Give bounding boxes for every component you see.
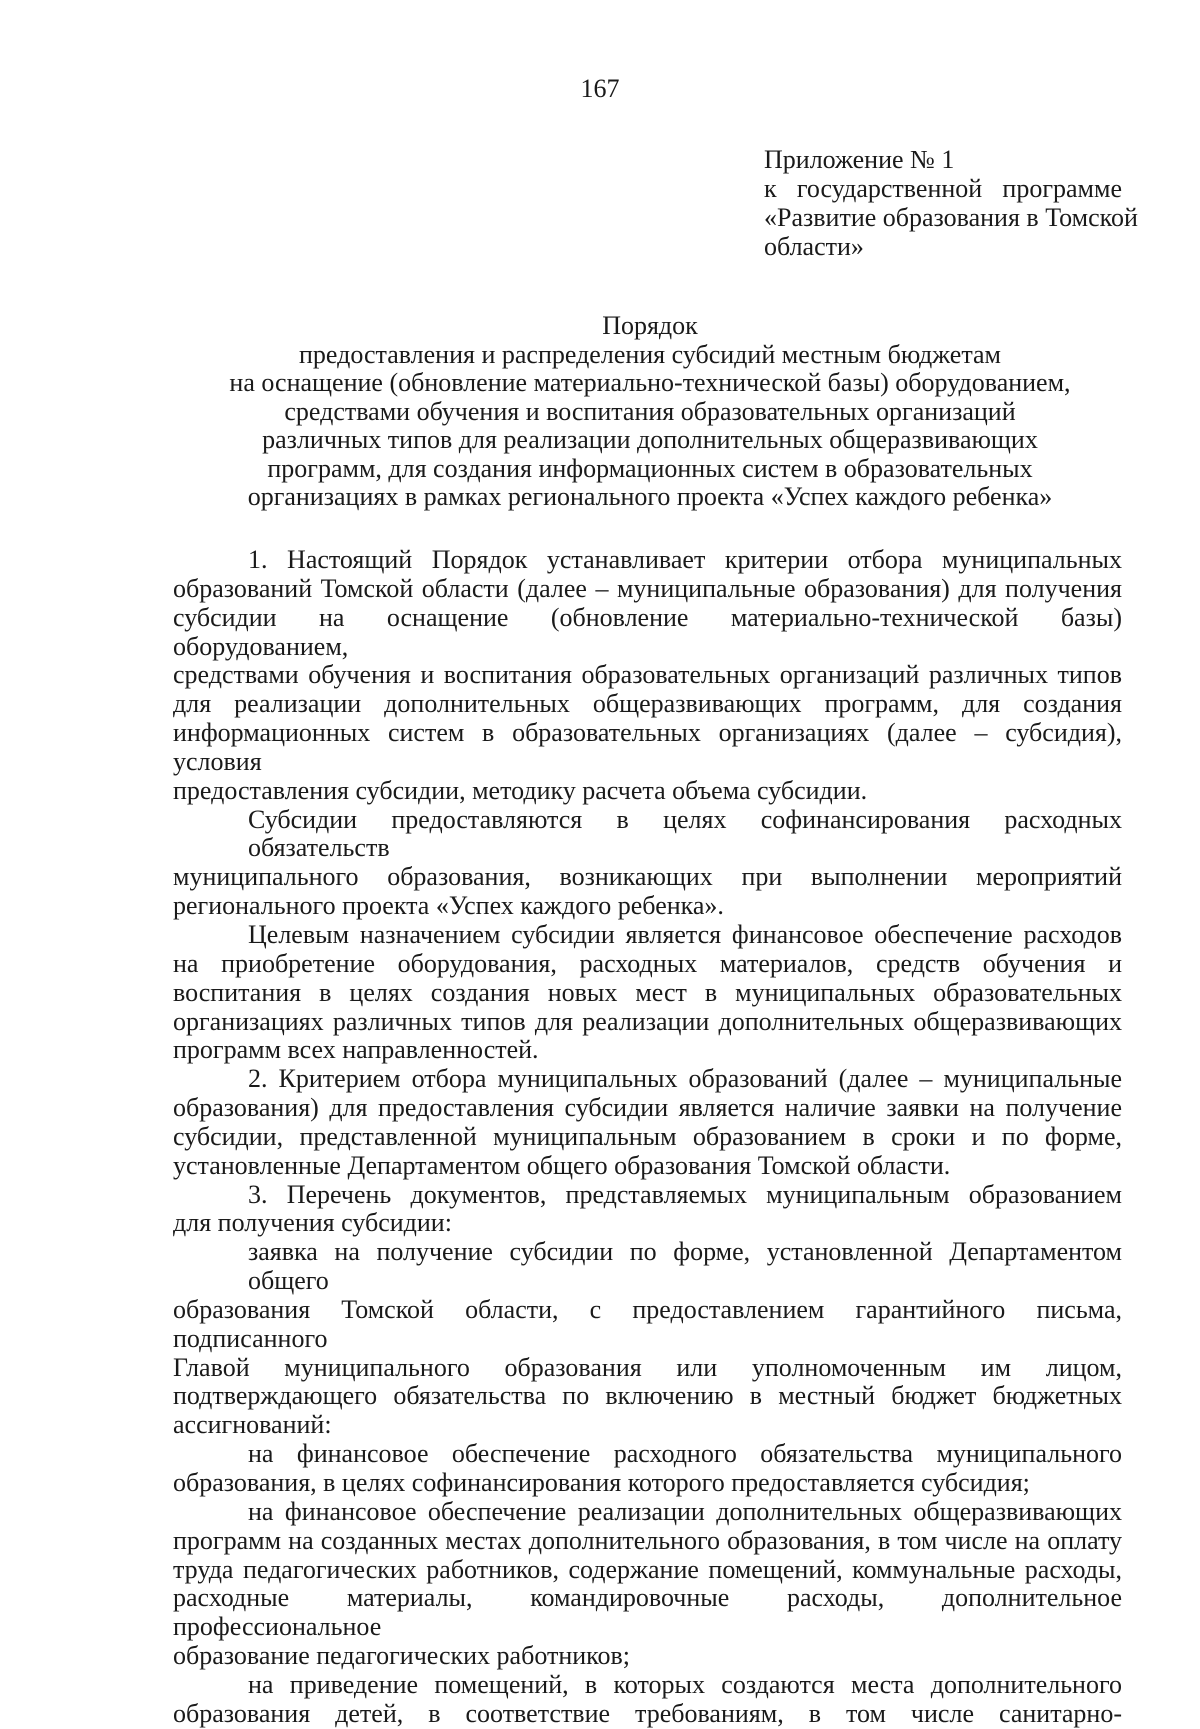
body-line: муниципального образования, возникающих при выполнении мероприятий (173, 862, 1122, 892)
body-line: 2. Критерием отбора муниципальных образований (далее – муниципальные (248, 1064, 1122, 1094)
body-line: образования Томской области, с предоставлением гарантийного письма, подписанного (173, 1294, 1122, 1353)
body-line: регионального проекта «Успех каждого ребенка». (173, 891, 724, 921)
body-line: субсидии на оснащение (обновление материально-технической базы) оборудованием, (173, 602, 1122, 661)
body-line: Главой муниципального образования или уполномоченным им лицом, (173, 1352, 1122, 1382)
body-line: ассигнований: (173, 1410, 332, 1440)
title-line: предоставления и распределения субсидий местным бюджетам (298, 339, 1002, 369)
body-line: заявка на получение субсидии по форме, установленной Департаментом общего (248, 1237, 1122, 1296)
document-title (0, 312, 1200, 512)
title-line: организациях в рамках регионального проекта «Успех каждого ребенка» (247, 482, 1053, 511)
body-line: образование педагогических работников; (173, 1641, 630, 1671)
body-line: субсидии, представленной муниципальным образованием в сроки и по форме, (173, 1121, 1122, 1151)
body-line: программ на созданных местах дополнительного образования, в том числе на оплату (173, 1525, 1122, 1555)
body-line: средствами обучения и воспитания образовательных организаций различных типов (173, 660, 1122, 690)
body-line: на приведение помещений, в которых создаются места дополнительного (248, 1669, 1122, 1699)
body-line: на приобретение оборудования, расходных материалов, средств обучения и (173, 948, 1122, 978)
body-line: образований Томской области (далее – муниципальные образования) для получения (173, 573, 1122, 603)
body-line: установленные Департаментом общего образования Томской области. (173, 1150, 951, 1180)
appendix-line: Приложение № 1 (764, 145, 955, 174)
body-line: Целевым назначением субсидии является финансовое обеспечение расходов (248, 919, 1122, 949)
body-line: для реализации дополнительных общеразвивающих программ, для создания (173, 689, 1122, 719)
body-line: образования, в целях софинансирования которого предоставляется субсидия; (173, 1468, 1030, 1497)
body-line: 1. Настоящий Порядок устанавливает критерии отбора муниципальных (248, 545, 1122, 574)
appendix-line: «Развитие образования в Томской (764, 203, 1138, 232)
body-line: образования детей, в соответствие требованиям, в том числе санитарно- (173, 1698, 1122, 1728)
appendix-line: к государственной программе (764, 174, 1122, 203)
title-heading: Порядок (602, 311, 698, 340)
body-line: организациях различных типов для реализации дополнительных общеразвивающих (173, 1006, 1122, 1036)
body-text (173, 546, 1122, 1729)
page-number: 167 (580, 74, 620, 103)
body-line: Субсидии предоставляются в целях софинансирования расходных обязательств (248, 804, 1122, 863)
appendix-block (764, 145, 1138, 261)
body-line: воспитания в целях создания новых мест в муниципальных образовательных (173, 977, 1122, 1007)
title-line: программ, для создания информационных систем в образовательных (267, 453, 1033, 483)
body-line: на финансовое обеспечение расходного обязательства муниципального (248, 1439, 1122, 1469)
body-line: 3. Перечень документов, представляемых муниципальным образованием (248, 1179, 1122, 1209)
appendix-line: области» (764, 232, 864, 261)
body-line: предоставления субсидии, методику расчета объема субсидии. (173, 775, 868, 805)
body-line: труда педагогических работников, содержание помещений, коммунальные расходы, (173, 1554, 1122, 1584)
body-line: подтверждающего обязательства по включению в местный бюджет бюджетных (173, 1381, 1122, 1411)
body-line: информационных систем в образовательных организациях (далее – субсидия), условия (173, 718, 1122, 776)
body-line: расходные материалы, командировочные расходы, дополнительное профессиональное (173, 1583, 1122, 1642)
body-line: образования) для предоставления субсидии является наличие заявки на получение (173, 1093, 1122, 1123)
title-line: на оснащение (обновление материально-технической базы) оборудованием, (229, 368, 1071, 397)
title-line: различных типов для реализации дополнительных общеразвивающих (262, 425, 1038, 454)
title-line: средствами обучения и воспитания образовательных организаций (284, 396, 1016, 426)
body-line: для получения субсидии: (173, 1208, 452, 1238)
body-line: программ всех направленностей. (173, 1035, 539, 1065)
body-line: на финансовое обеспечение реализации дополнительных общеразвивающих (248, 1496, 1122, 1526)
